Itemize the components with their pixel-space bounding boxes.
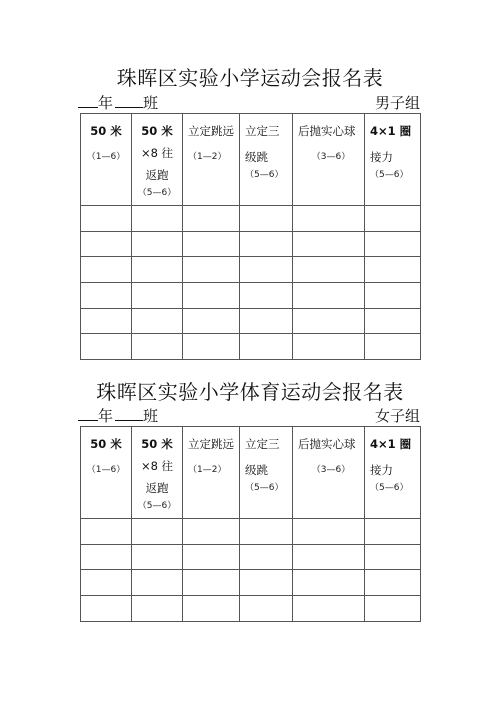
signup-table-boys xyxy=(80,113,421,360)
entry-cell[interactable] xyxy=(240,308,293,334)
year-blank[interactable] xyxy=(78,405,98,421)
table-row xyxy=(81,206,421,232)
table-row xyxy=(81,544,421,570)
entry-cell[interactable] xyxy=(365,544,421,570)
entry-cell[interactable] xyxy=(183,596,240,622)
year-class-line-boys xyxy=(78,92,420,112)
entry-cell[interactable] xyxy=(81,231,132,257)
entry-cell[interactable] xyxy=(293,206,365,232)
entry-cell[interactable] xyxy=(81,544,132,570)
class-blank[interactable] xyxy=(115,405,143,421)
year-label: 年 xyxy=(98,94,114,112)
col-50m-shuttle: 50 米 ×8 往 返跑 （5—6） xyxy=(132,114,183,206)
entry-cell[interactable] xyxy=(132,519,183,545)
entry-cell[interactable] xyxy=(81,257,132,283)
col-relay: 4×1 圈 接力 （5—6） xyxy=(365,427,421,519)
entry-cell[interactable] xyxy=(132,206,183,232)
entry-cell[interactable] xyxy=(81,206,132,232)
entry-cell[interactable] xyxy=(240,596,293,622)
entry-cell[interactable] xyxy=(132,257,183,283)
entry-cell[interactable] xyxy=(365,596,421,622)
entry-cell[interactable] xyxy=(240,206,293,232)
entry-cell[interactable] xyxy=(293,519,365,545)
year-blank[interactable] xyxy=(78,92,98,108)
entry-cell[interactable] xyxy=(240,544,293,570)
class-label: 班 xyxy=(143,407,159,425)
entry-cell[interactable] xyxy=(293,231,365,257)
entry-cell[interactable] xyxy=(183,231,240,257)
class-blank[interactable] xyxy=(115,92,143,108)
entry-cell[interactable] xyxy=(132,231,183,257)
entry-cell[interactable] xyxy=(240,231,293,257)
entry-cell[interactable] xyxy=(183,257,240,283)
col-standing-triple-jump: 立定三 级跳 （5—6） xyxy=(240,427,293,519)
col-standing-long-jump: 立定跳远 （1—2） xyxy=(183,114,240,206)
entry-cell[interactable] xyxy=(183,519,240,545)
entry-cell[interactable] xyxy=(81,570,132,596)
col-backward-shot: 后抛实心球 （3—6） xyxy=(293,114,365,206)
col-50m-shuttle: 50 米 ×8 往 返跑 （5—6） xyxy=(132,427,183,519)
col-relay: 4×1 圈 接力 （5—6） xyxy=(365,114,421,206)
entry-cell[interactable] xyxy=(365,570,421,596)
col-backward-shot: 后抛实心球 （3—6） xyxy=(293,427,365,519)
entry-cell[interactable] xyxy=(183,570,240,596)
entry-cell[interactable] xyxy=(365,334,421,360)
entry-cell[interactable] xyxy=(293,334,365,360)
entry-cell[interactable] xyxy=(81,334,132,360)
entry-cell[interactable] xyxy=(183,206,240,232)
table-row xyxy=(81,257,421,283)
entry-cell[interactable] xyxy=(132,334,183,360)
entry-cell[interactable] xyxy=(240,257,293,283)
entry-cell[interactable] xyxy=(132,283,183,309)
entry-cell[interactable] xyxy=(183,283,240,309)
entry-cell[interactable] xyxy=(183,308,240,334)
entry-cell[interactable] xyxy=(183,334,240,360)
col-50m: 50 米 （1—6） xyxy=(81,427,132,519)
signup-table-girls xyxy=(80,426,421,622)
table-row xyxy=(81,596,421,622)
form-title-girls: 珠晖区实验小学体育运动会报名表 xyxy=(96,380,404,404)
entry-cell[interactable] xyxy=(365,231,421,257)
table-row xyxy=(81,570,421,596)
col-standing-triple-jump: 立定三 级跳 （5—6） xyxy=(240,114,293,206)
entry-cell[interactable] xyxy=(240,519,293,545)
entry-cell[interactable] xyxy=(81,308,132,334)
col-50m: 50 米 （1—6） xyxy=(81,114,132,206)
entry-cell[interactable] xyxy=(293,570,365,596)
table-header-row xyxy=(81,114,421,206)
entry-cell[interactable] xyxy=(365,283,421,309)
entry-cell[interactable] xyxy=(365,308,421,334)
entry-cell[interactable] xyxy=(240,283,293,309)
group-label-boys: 男子组 xyxy=(374,94,420,112)
table-row xyxy=(81,519,421,545)
table-row xyxy=(81,334,421,360)
group-label-girls: 女子组 xyxy=(374,407,420,425)
entry-cell[interactable] xyxy=(293,596,365,622)
entry-cell[interactable] xyxy=(132,570,183,596)
table-row xyxy=(81,283,421,309)
entry-cell[interactable] xyxy=(365,257,421,283)
entry-cell[interactable] xyxy=(293,544,365,570)
entry-cell[interactable] xyxy=(132,308,183,334)
entry-cell[interactable] xyxy=(365,519,421,545)
class-label: 班 xyxy=(143,94,159,112)
entry-cell[interactable] xyxy=(132,596,183,622)
year-label: 年 xyxy=(98,407,114,425)
table-row xyxy=(81,231,421,257)
table-header-row xyxy=(81,427,421,519)
entry-cell[interactable] xyxy=(81,519,132,545)
entry-cell[interactable] xyxy=(293,283,365,309)
col-standing-long-jump: 立定跳远 （1—2） xyxy=(183,427,240,519)
entry-cell[interactable] xyxy=(132,544,183,570)
entry-cell[interactable] xyxy=(183,544,240,570)
entry-cell[interactable] xyxy=(293,257,365,283)
entry-cell[interactable] xyxy=(240,570,293,596)
entry-cell[interactable] xyxy=(81,596,132,622)
entry-cell[interactable] xyxy=(240,334,293,360)
entry-cell[interactable] xyxy=(81,283,132,309)
entry-cell[interactable] xyxy=(365,206,421,232)
year-class-line-girls xyxy=(78,405,420,425)
entry-cell[interactable] xyxy=(293,308,365,334)
table-row xyxy=(81,308,421,334)
form-title-boys: 珠晖区实验小学运动会报名表 xyxy=(116,66,384,90)
